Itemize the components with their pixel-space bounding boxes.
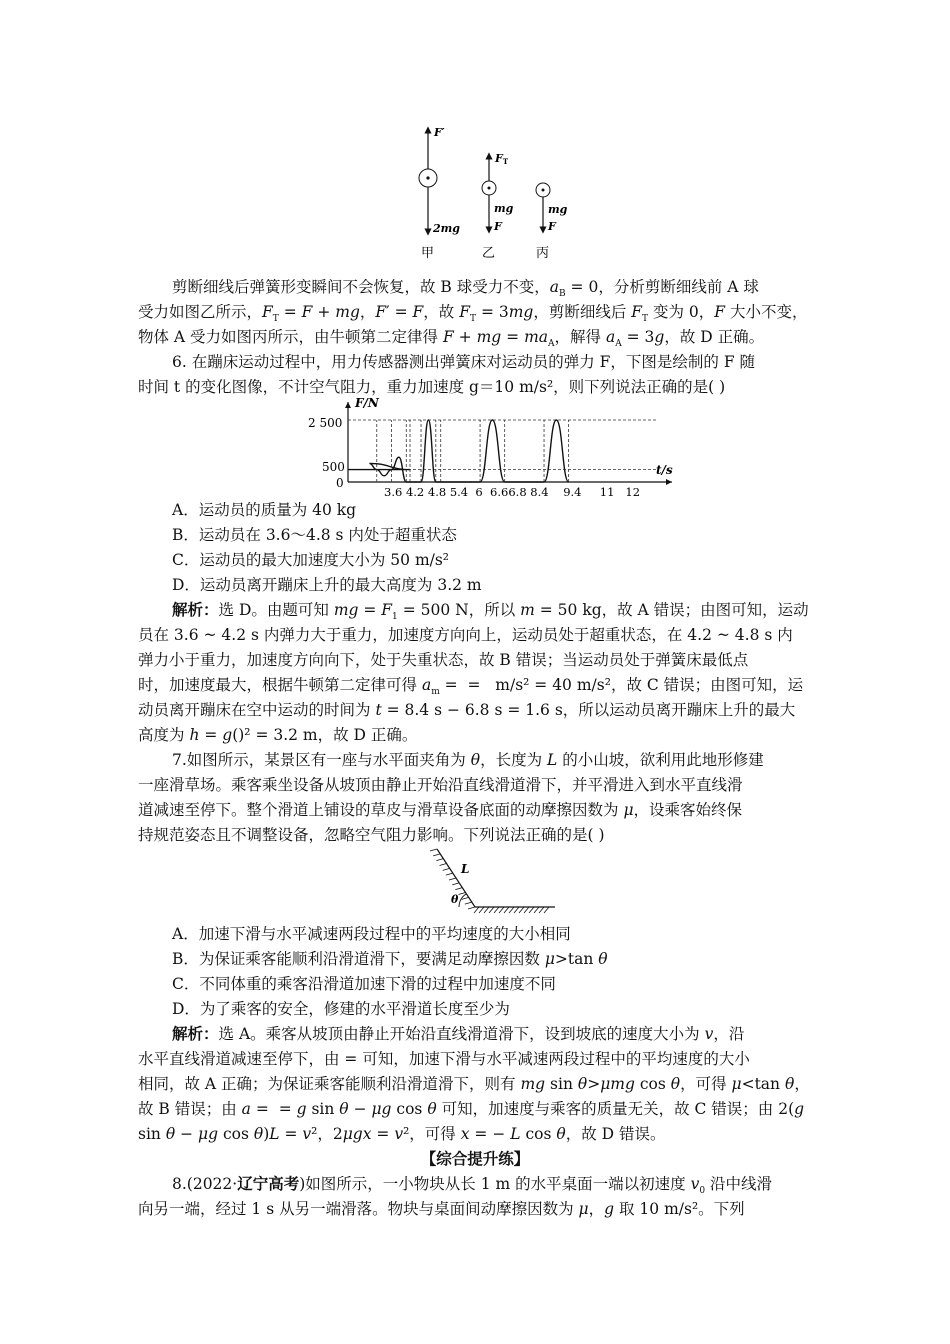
- ground-hatch: [514, 907, 519, 913]
- p5-line-2: 受力如图乙所示，$F_T = F$ + mg，F′ = F，故 $F_T = 3mg$，剪断细线后 $F_T$ 变为 0，F 大小不变，: [138, 303, 808, 325]
- ground-hatch: [474, 907, 479, 913]
- ground-hatch: [509, 907, 514, 913]
- label-f-bing: F: [548, 220, 556, 233]
- slope-hatch: [452, 883, 459, 885]
- q7-stem-line-4: 持规范姿态且不调整设备，忽略空气阻力影响。下列说法正确的是( ): [138, 826, 605, 844]
- p5-line-3: 物体 A 受力如图丙所示，由牛顿第二定律得 F + mg = $ma_A$，解得 $a_A = 3g$，故 D 正确。: [138, 328, 765, 350]
- slope-figure: [425, 845, 560, 915]
- x-tick-labels: 3.6 4.2 4.8 5.4 6 6.66.8 8.4 9.4 11 12: [384, 485, 641, 499]
- q6-stem-line-2: 时间 t 的变化图像，不计空气阻力，重力加速度 g＝10 m/s²，则下列说法正确的是( ): [138, 378, 726, 396]
- slope-hatch: [433, 854, 440, 856]
- y-tick-2500: 2 500: [308, 416, 343, 430]
- q7-stem-line-2: 一座滑草场。乘客乘坐设备从坡顶由静止开始沿直线滑道滑下，并平滑进入到水平直线滑: [138, 776, 743, 794]
- caption-yi: 乙: [482, 246, 496, 261]
- q6-analysis-line-2: 员在 3.6 ~ 4.2 s 内弹力大于重力，加速度方向向上，运动员处于超重状态，在 4.2 ~ 4.8 s 内: [138, 626, 793, 644]
- q7-option-b: B．为保证乘客能顺利沿滑道滑下，要满足动摩擦因数 μ>tan θ: [172, 950, 608, 968]
- label-mg-yi: mg: [494, 202, 514, 215]
- force-diagram-figure: [400, 120, 590, 270]
- ground-hatch: [529, 907, 534, 913]
- slope-hatch: [459, 893, 466, 895]
- q6-analysis-line-3: 弹力小于重力，加速度方向向下，处于失重状态，故 B 错误；当运动员处于弹簧床最低点: [138, 651, 749, 669]
- caption-jia: 甲: [421, 246, 435, 261]
- y-tick-500: 500: [322, 460, 345, 474]
- ground-hatch: [544, 907, 549, 913]
- q6-option-b: B．运动员在 3.6～4.8 s 内处于超重状态: [172, 526, 457, 544]
- slope-hatch: [455, 888, 462, 890]
- caption-bing: 丙: [536, 246, 550, 261]
- x-axis-arrow: [666, 479, 672, 485]
- label-f-yi: F: [494, 220, 502, 233]
- force-time-chart: [300, 394, 680, 502]
- ground-hatch: [499, 907, 504, 913]
- slope-hatch: [430, 849, 437, 851]
- ground-hatch: [484, 907, 489, 913]
- label-2mg: 2mg: [433, 222, 460, 235]
- slope-angle-label: θ: [451, 893, 459, 906]
- slope-hatch: [443, 868, 450, 870]
- q7-analysis-line-4: 故 B 错误；由 a = = g sin θ − μg cos θ 可知，加速度与乘客的质量无关，故 C 错误；由 2(g: [138, 1100, 805, 1118]
- diagram-bing: [536, 183, 568, 261]
- label-mg-bing: mg: [548, 203, 568, 216]
- q6-analysis-line-5: 动员离开蹦床在空中运动的时间为 t = 8.4 s − 6.8 s = 1.6 s，所以运动员离开蹦床上升的最大: [138, 701, 796, 719]
- force-series-line: [348, 420, 569, 482]
- slope-hatch: [449, 878, 456, 880]
- y-axis-arrow: [345, 402, 351, 408]
- q7-option-a: A．加速下滑与水平减速两段过程中的平均速度的大小相同: [172, 925, 571, 943]
- q7-stem-line-1: 7.如图所示，某景区有一座与水平面夹角为 θ，长度为 L 的小山坡，欲利用此地形修建: [172, 751, 764, 769]
- label-ft: FT: [495, 152, 509, 166]
- diagram-yi: [482, 152, 514, 261]
- ground-hatch: [534, 907, 539, 913]
- q7-analysis-line-1: 解析：选 A。乘客从坡顶由静止开始沿直线滑道滑下，设到坡底的速度大小为 v，沿: [172, 1024, 745, 1043]
- y-axis-label: F/N: [355, 396, 379, 410]
- label-f-prime: F′: [434, 126, 445, 139]
- q7-stem-line-3: 道减速至停下。整个滑道上铺设的草皮与滑草设备底面的动摩擦因数为 μ，设乘客始终保: [138, 801, 743, 819]
- q7-option-d: D．为了乘客的安全，修建的水平滑道长度至少为: [172, 1000, 510, 1018]
- section-title: 【综合提升练】: [420, 1149, 530, 1168]
- ground-hatch: [479, 907, 484, 913]
- q8-stem-line-1: 8.(2022·辽宁高考)如图所示，一小物块从长 1 m 的水平桌面一端以初速度 $v_0$ 沿中线滑: [172, 1174, 772, 1197]
- q7-analysis-line-2: 水平直线滑道减速至停下，由 = 可知，加速下滑与水平减速两段过程中的平均速度的大小: [138, 1050, 750, 1068]
- slope-hatch: [462, 897, 469, 899]
- q7-option-c: C．不同体重的乘客沿滑道加速下滑的过程中加速度不同: [172, 975, 556, 993]
- ground-hatch: [489, 907, 494, 913]
- y-tick-0: 0: [336, 476, 344, 490]
- slope-hatch: [440, 864, 447, 866]
- ground-hatch: [519, 907, 524, 913]
- slope-hatch: [468, 907, 475, 909]
- q8-stem-line-2: 向另一端，经过 1 s 从另一端滑落。物块与桌面间动摩擦因数为 μ，g 取 10 m/s²。下列: [138, 1200, 745, 1218]
- p5-line-1: 剪断细线后弹簧形变瞬间不会恢复，故 B 球受力不变，$a_B = 0$，分析剪断细线前 A 球: [172, 278, 759, 300]
- q6-option-c: C．运动员的最大加速度大小为 50 m/s²: [172, 551, 450, 569]
- q6-option-d: D．运动员离开蹦床上升的最大高度为 3.2 m: [172, 576, 482, 594]
- diagram-jia: [419, 126, 460, 261]
- slope-hatch: [436, 859, 443, 861]
- q6-analysis-line-4: 时，加速度最大，根据牛顿第二定律可得 $a_m$ = = m/s² = 40 m/s²，故 C 错误；由图可知，运: [138, 676, 804, 698]
- slope-hatch: [446, 873, 453, 875]
- q6-stem-line-1: 6. 在蹦床运动过程中，用力传感器测出弹簧床对运动员的弹力 F，下图是绘制的 F 随: [172, 353, 756, 371]
- q6-analysis-line-6: 高度为 h = g()² = 3.2 m，故 D 正确。: [138, 726, 418, 744]
- ground-hatch: [494, 907, 499, 913]
- slope-hatch: [465, 902, 472, 904]
- ground-hatch: [524, 907, 529, 913]
- x-axis-label: t/s: [656, 463, 673, 477]
- q7-analysis-line-3: 相同，故 A 正确；为保证乘客能顺利沿滑道滑下，则有 mg sin θ>μmg cos θ，可得 μ<tan θ，: [138, 1075, 810, 1093]
- ground-hatch: [504, 907, 509, 913]
- slope-length-label: L: [461, 862, 470, 876]
- q6-analysis-line-1: 解析：选 D。由题可知 mg = $F_1 = 500$ N，所以 m = 50 kg，故 A 错误；由图可知，运动: [172, 600, 809, 623]
- q6-option-a: A．运动员的质量为 40 kg: [172, 501, 357, 519]
- q7-analysis-line-5: sin θ − μg cos θ)L = v²，2μgx = v²，可得 x = − L cos θ，故 D 错误。: [138, 1125, 666, 1143]
- ground-hatch: [539, 907, 544, 913]
